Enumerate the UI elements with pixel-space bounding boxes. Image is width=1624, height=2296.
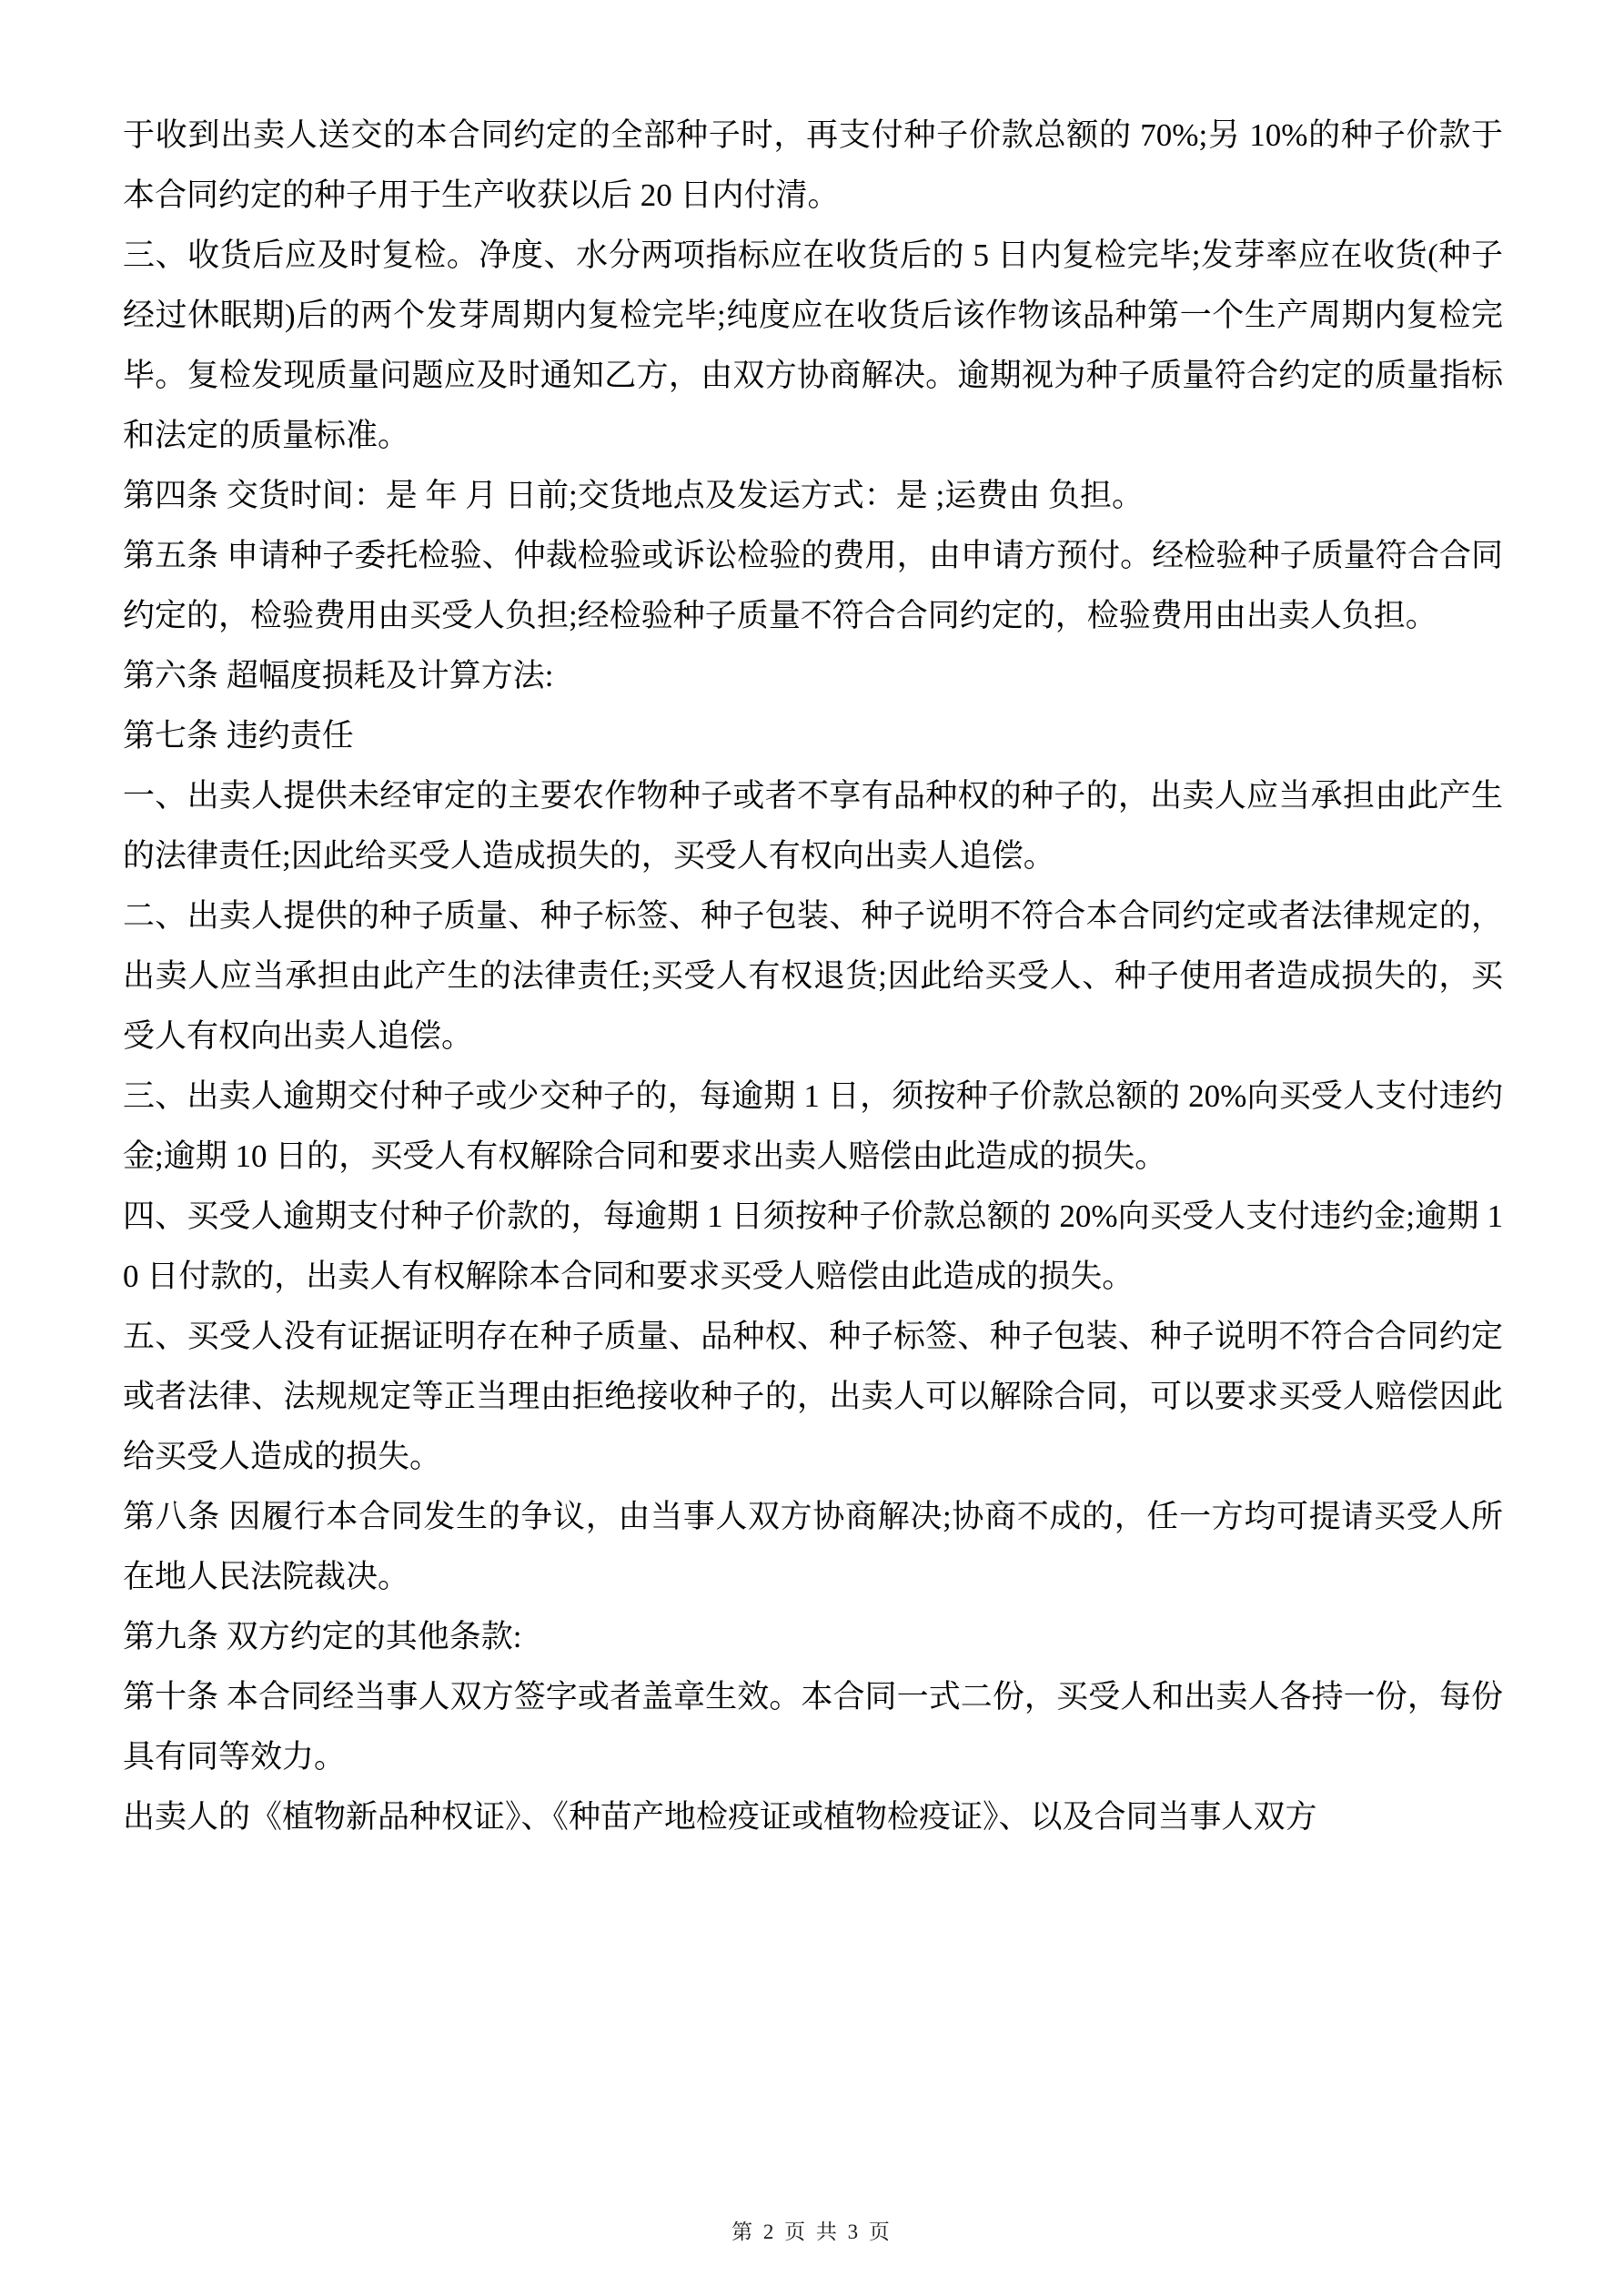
paragraph-clause7-item2: 二、出卖人提供的种子质量、种子标签、种子包装、种子说明不符合本合同约定或者法律规定的，出卖人应当承担由此产生的法律责任;买受人有权退货;因此给买受人、种子使用者造成损失的，买受人有权向出卖人追偿。 <box>123 898 1503 1054</box>
paragraph-clause7-item3: 三、出卖人逾期交付种子或少交种子的，每逾期 1 日，须按种子价款总额的 20%向买受人支付违约金;逾期 10 日的，买受人有权解除合同和要求出卖人赔偿由此造成的损失。 <box>123 1078 1503 1174</box>
paragraph-clause4: 第四条 交货时间：是 年 月 日前;交货地点及发运方式：是 ;运费由 负担。 <box>123 478 1144 513</box>
paragraph-clause7-heading: 第七条 违约责任 <box>123 718 354 754</box>
page-number-footer: 第 2 页 共 3 页 <box>731 2220 893 2243</box>
paragraph-clause7-item5: 五、买受人没有证据证明存在种子质量、品种权、种子标签、种子包装、种子说明不符合合同约定或者法律、法规规定等正当理由拒绝接收种子的，出卖人可以解除合同，可以要求买受人赔偿因此给买受人造成的损失。 <box>123 1319 1503 1474</box>
paragraph-clause9: 第九条 双方约定的其他条款: <box>123 1619 522 1654</box>
paragraph-attachments: 出卖人的《植物新品种权证》、《种苗产地检疫证或植物检疫证》、以及合同当事人双方 <box>123 1799 1317 1835</box>
paragraph-clause7-item4: 四、买受人逾期支付种子价款的，每逾期 1 日须按种子价款总额的 20%向买受人支付违约金;逾期 10 日付款的，出卖人有权解除本合同和要求买受人赔偿由此造成的损失。 <box>123 1199 1503 1294</box>
paragraph-clause8: 第八条 因履行本合同发生的争议，由当事人双方协商解决;协商不成的，任一方均可提请买受人所在地人民法院裁决。 <box>123 1499 1503 1594</box>
paragraph-clause3-item3: 三、收货后应及时复检。净度、水分两项指标应在收货后的 5 日内复检完毕;发芽率应在收货(种子经过休眠期)后的两个发芽周期内复检完毕;纯度应在收货后该作物该品种第一个生产周期内复检完毕。复检发现质量问题应及时通知乙方，由双方协商解决。逾期视为种子质量符合约定的质量指标和法定的质量标准。 <box>123 238 1503 453</box>
contract-body <box>123 106 1503 1847</box>
paragraph-clause10: 第十条 本合同经当事人双方签字或者盖章生效。本合同一式二份，买受人和出卖人各持一份，每份具有同等效力。 <box>123 1679 1503 1775</box>
paragraph-clause7-item1: 一、出卖人提供未经审定的主要农作物种子或者不享有品种权的种子的，出卖人应当承担由此产生的法律责任;因此给买受人造成损失的，买受人有权向出卖人追偿。 <box>123 778 1503 874</box>
paragraph-clause6: 第六条 超幅度损耗及计算方法: <box>123 658 554 693</box>
paragraph-clause5: 第五条 申请种子委托检验、仲裁检验或诉讼检验的费用，由申请方预付。经检验种子质量符合合同约定的，检验费用由买受人负担;经检验种子质量不符合合同约定的，检验费用由出卖人负担。 <box>123 538 1503 633</box>
paragraph-continuation: 于收到出卖人送交的本合同约定的全部种子时，再支付种子价款总额的 70%;另 10%的种子价款于本合同约定的种子用于生产收获以后 20 日内付清。 <box>123 117 1503 213</box>
